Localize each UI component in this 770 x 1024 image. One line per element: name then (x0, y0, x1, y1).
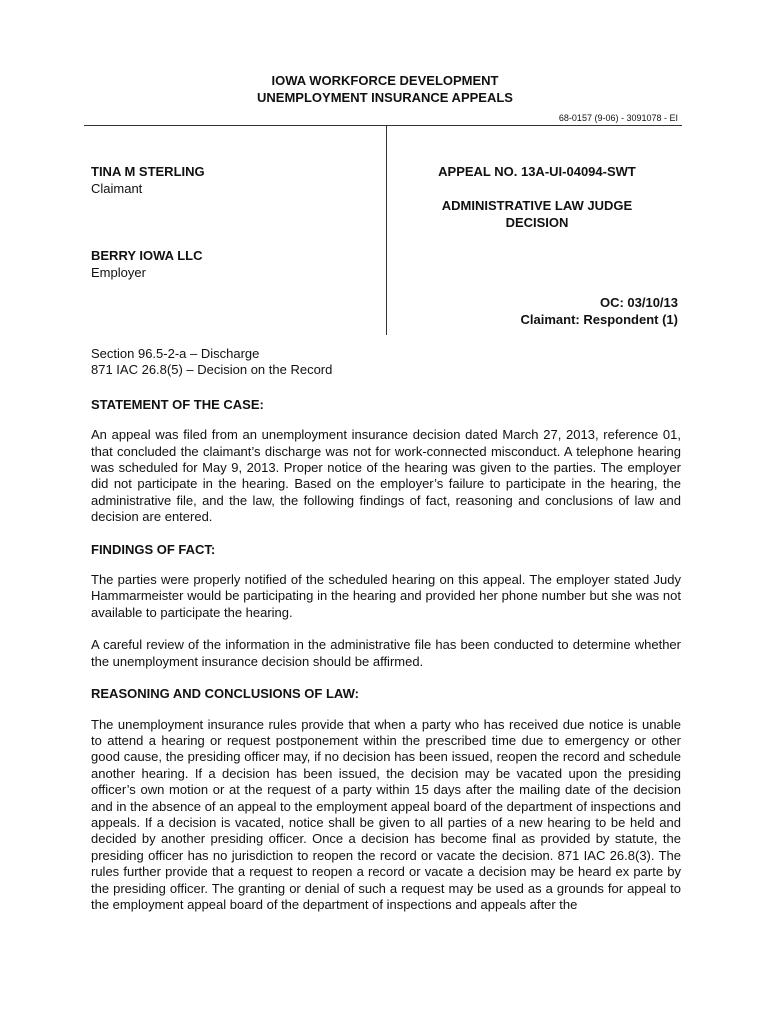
employer-role: Employer (91, 265, 146, 280)
findings-heading: FINDINGS OF FACT: (91, 541, 216, 557)
statement-text: An appeal was filed from an unemployment insurance decision dated March 27, 2013, reference 01, that concluded the claimant’s discharge was not for work-connected misconduct. A telephone hearing was scheduled for May 9, 2013. Proper notice of the hearing was given to the parties. The employer did not participate in the hearing. Based on the employer’s failure to participate in the hearing, the administrative file, and the law, the following findings of fact, reasoning and conclusions of law and decision are entered. (91, 427, 681, 525)
decision-title (392, 197, 682, 231)
case-block (392, 163, 682, 231)
employer-name: BERRY IOWA LLC (91, 248, 203, 263)
section-line-1: Section 96.5-2-a – Discharge (91, 346, 260, 361)
decision-body (91, 346, 681, 929)
claim-info (521, 294, 678, 328)
agency-name: IOWA WORKFORCE DEVELOPMENT (271, 73, 499, 88)
findings-paragraph-2: A careful review of the information in the administrative file has been conducted to determine whether the unemployment insurance decision should be affirmed. (91, 637, 681, 669)
statement-heading: STATEMENT OF THE CASE: (91, 396, 264, 412)
claimant-name: TINA M STERLING (91, 164, 205, 179)
appeal-number: APPEAL NO. 13A-UI-04094-SWT (438, 164, 636, 179)
reasoning-paragraph-1: The unemployment insurance rules provide that when a party who has received due notice is unable to attend a hearing or request postponement within the prescribed time due to emergency or other good cause, the presiding officer may, if no decision has been issued, reopen the record and schedule another hearing. If a decision has been issued, the decision may be vacated upon the presiding officer’s own motion or at the request of a party within 15 days after the mailing date of the decision and in the absence of an appeal to the employment appeal board of the department of inspections and appeals. If a decision is vacated, notice shall be given to all parties of a new hearing to be held and decided by another presiding officer. Once a decision has become final as provided by statute, the presiding officer has no jurisdiction to reopen the record or vacate the decision. 871 IAC 26.8(3). The rules further provide that a request to reopen a record or vacate a decision may be heard ex parte by the presiding officer. The granting or denial of such a request may be used as a grounds for appeal to the employment appeal board of the department of inspections and appeals after the (91, 716, 681, 912)
division-name: UNEMPLOYMENT INSURANCE APPEALS (257, 90, 513, 105)
claimant-status: Claimant: Respondent (1) (520, 312, 678, 327)
decision-title-line-1: ADMINISTRATIVE LAW JUDGE (441, 198, 633, 213)
reasoning-heading: REASONING AND CONCLUSIONS OF LAW: (91, 686, 359, 702)
claimant-role: Claimant (91, 181, 143, 196)
column-divider (386, 125, 387, 335)
form-number: 68-0157 (9-06) - 3091078 - EI (558, 113, 678, 123)
findings-paragraph-1: The parties were properly notified of the scheduled hearing on this appeal. The employer stated Judy Hammarmeister would be participating in the hearing and provided her phone number but she was not available to participate the hearing. (91, 572, 681, 620)
parties-block (91, 163, 381, 281)
section-line-2: 871 IAC 26.8(5) – Decision on the Record (91, 362, 333, 378)
header-divider (84, 125, 682, 126)
decision-title-line-2: DECISION (505, 215, 569, 230)
applicable-sections (91, 346, 681, 379)
agency-header (0, 72, 770, 106)
oc-date: OC: 03/10/13 (599, 295, 678, 310)
